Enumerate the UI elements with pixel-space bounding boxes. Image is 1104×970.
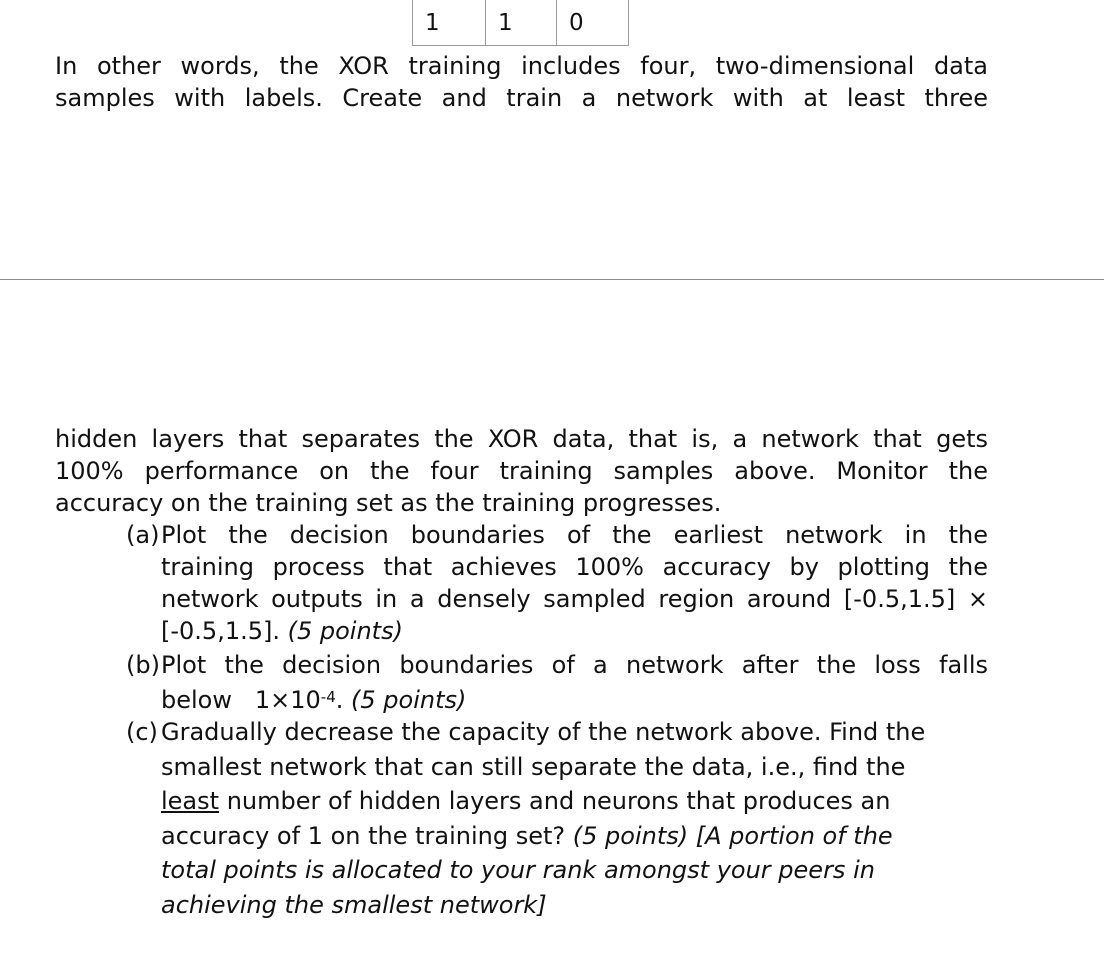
text-line: network outputs in a densely sampled region around [-0.5,1.5] × <box>161 585 988 613</box>
text-line: samples with labels. Create and train a network with at least three <box>55 84 988 112</box>
text-line <box>161 681 988 716</box>
period: . <box>335 686 344 714</box>
paragraph-xor-description <box>55 50 988 114</box>
text-line: smallest network that can still separate the data, i.e., find the <box>161 752 906 781</box>
underlined-word: least <box>161 787 220 815</box>
item-label: (a) <box>126 521 160 549</box>
text-line: Gradually decrease the capacity of the network above. Find the <box>161 718 926 746</box>
points-text: (5 points) [A portion of the <box>572 821 893 850</box>
table-cell-x1: 1 <box>413 0 486 46</box>
points-text: (5 points) <box>287 617 403 645</box>
table-row <box>413 0 629 46</box>
text-line: accuracy on the training set as the training progresses. <box>55 489 722 517</box>
points-text: (5 points) <box>351 686 467 714</box>
item-label: (c) <box>126 718 158 746</box>
text-segment: accuracy of 1 on the training set? <box>161 821 566 850</box>
exponent: -4 <box>320 688 336 706</box>
text-line <box>161 784 976 819</box>
text-line <box>161 615 988 647</box>
page-divider <box>0 279 1104 280</box>
text-line: training process that achieves 100% accuracy by plotting the <box>161 553 988 581</box>
range-text: [-0.5,1.5]. <box>161 617 280 645</box>
loss-threshold-text: below 1×10 <box>161 686 321 714</box>
paragraph-task-description <box>55 423 988 519</box>
text-line: hidden layers that separates the XOR data, that is, a network that gets <box>55 425 988 453</box>
text-line: total points is allocated to your rank amongst your peers in <box>161 856 875 884</box>
text-line: Plot the decision boundaries of the earliest network in the <box>161 521 988 549</box>
item-label: (b) <box>126 651 160 679</box>
text-line: 100% performance on the four training samples above. Monitor the <box>55 457 988 485</box>
text-line: Plot the decision boundaries of a network after the loss falls <box>161 651 988 679</box>
text-line: In other words, the XOR training includes four, two-dimensional data <box>55 52 988 80</box>
text-line <box>161 819 976 854</box>
question-item-b <box>126 649 988 716</box>
text-segment: number of hidden layers and neurons that produces an <box>219 787 891 815</box>
question-item-c <box>126 715 988 922</box>
xor-table-row <box>412 0 629 46</box>
table-cell-label: 0 <box>557 0 629 46</box>
text-line: achieving the smallest network] <box>161 890 547 919</box>
question-item-a <box>126 519 988 647</box>
table-cell-x2: 1 <box>486 0 557 46</box>
